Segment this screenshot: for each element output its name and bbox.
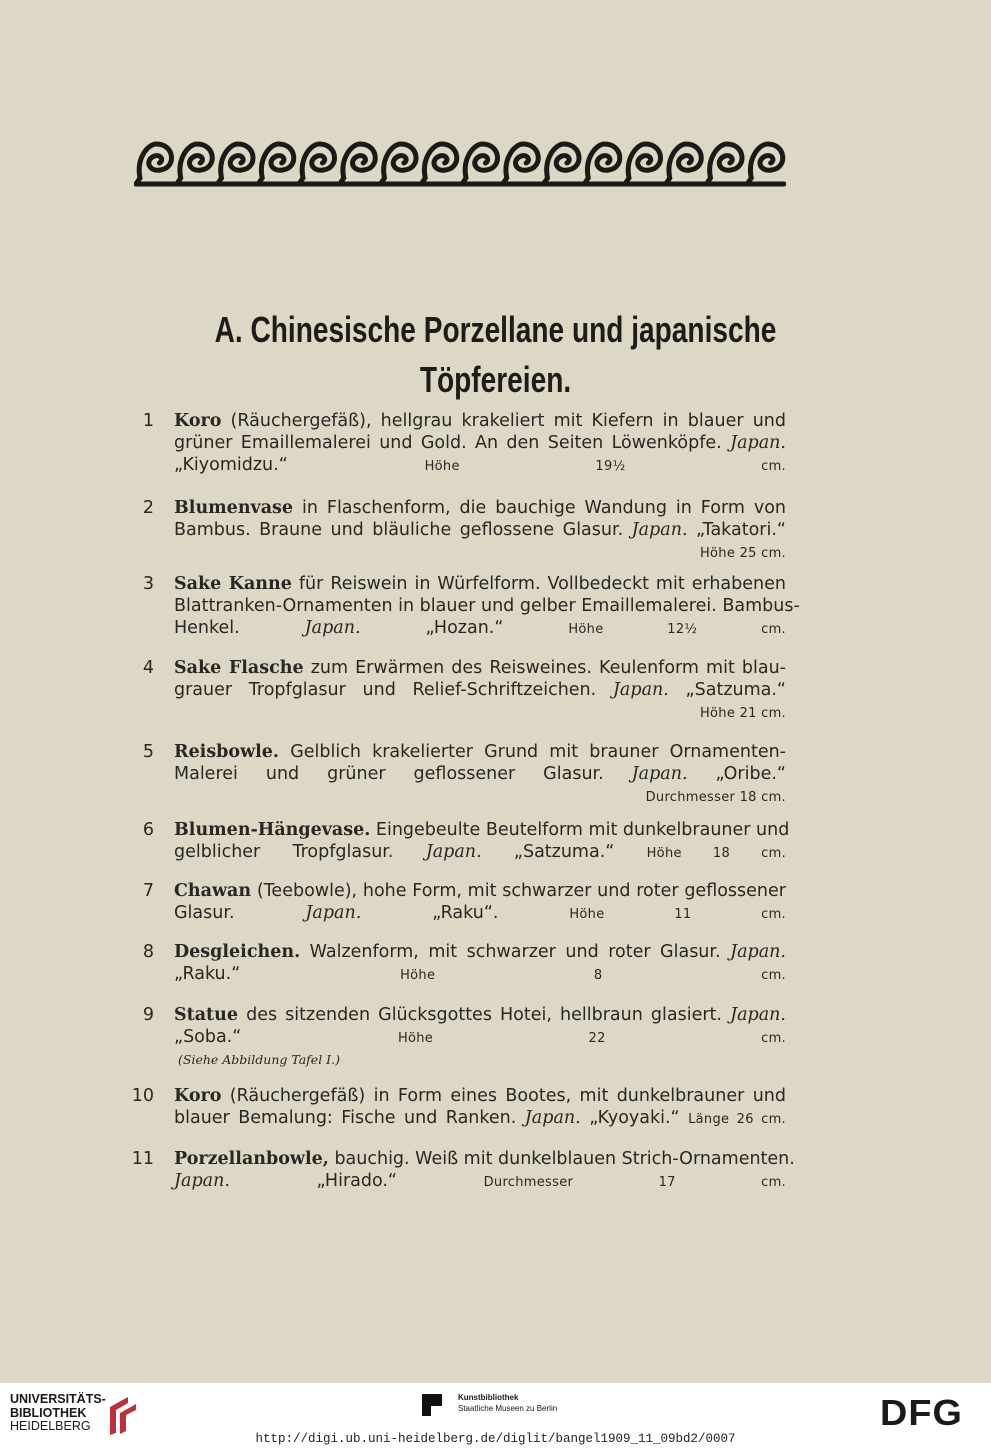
entry-text: „Soba.“: [174, 1027, 242, 1047]
entry-number: 4: [142, 658, 154, 678]
entry-line: [174, 1085, 786, 1107]
entry-heading: Chawan: [174, 881, 252, 901]
entry-body: [174, 819, 790, 865]
entry-body: [174, 657, 786, 725]
entry-mark: „Satzuma.“: [481, 842, 615, 862]
entry-number: 6: [142, 820, 154, 840]
entry-line: [174, 941, 786, 963]
entry-origin: Japan.: [631, 520, 688, 540]
ornament-spiral: [666, 144, 702, 184]
entry-body: [174, 1004, 786, 1070]
entry-text: blauer Bemalung: Fische und Ranken.: [174, 1108, 525, 1128]
entry-mark: „Raku“.: [361, 903, 499, 923]
entry-number: 1: [142, 411, 154, 431]
entry-text: Malerei und grüner geflossener Glasur.: [174, 764, 632, 784]
entry-body: [174, 880, 786, 926]
entry-body: [174, 410, 786, 478]
ornament-spiral: [625, 144, 661, 184]
entry-text: bauchig. Weiß mit dunkelblauen Strich-Ornamenten.: [328, 1149, 795, 1169]
entry-origin: Japan.: [730, 942, 786, 962]
entry-text: für Reiswein in Würfelform. Vollbedeckt mit erhabenen: [291, 574, 786, 594]
entry-line: [174, 902, 786, 926]
entry-mark: „Satzuma.“: [668, 680, 786, 700]
entry-measure: Höhe 25 cm.: [699, 546, 786, 561]
entry-line: [174, 432, 786, 454]
entry-heading: Blumenvase: [174, 498, 294, 518]
entry-mark: „Hirado.“: [229, 1171, 398, 1191]
entry-line: [174, 497, 786, 519]
ornament-spiral: [707, 144, 743, 184]
entry-body: [174, 1085, 786, 1131]
entry-mark: „Oribe.“: [687, 764, 786, 784]
entry-line: [174, 679, 786, 701]
entry-text: Henkel.: [174, 618, 305, 638]
entry-number: 7: [142, 881, 154, 901]
kb-emblem-icon: [422, 1394, 442, 1416]
entry-text: Glasur.: [174, 903, 306, 923]
entry-heading: Koro: [174, 411, 222, 431]
entry-line: [174, 1148, 795, 1170]
entry-heading: Blumen-Hängevase.: [174, 820, 371, 840]
entry-line: [174, 963, 786, 987]
kb-line-1: Kunstbibliothek: [458, 1393, 519, 1402]
entry-heading: Sake Kanne: [174, 574, 292, 594]
entry-measure: Höhe 18 cm.: [646, 846, 787, 861]
entry-line: [174, 841, 786, 865]
entry-text: „Kiyomidzu.“: [174, 455, 288, 475]
entry-number: 8: [142, 942, 154, 962]
wave-ornament: [134, 138, 786, 190]
entry-line: [174, 410, 786, 432]
entry-line: [174, 763, 786, 785]
title-line-1: A. Chinesische Porzellane und japanische: [214, 309, 777, 350]
permalink-url[interactable]: http://digi.ub.uni-heidelberg.de/diglit/bangel1909_11_09bd2/0007: [255, 1432, 736, 1446]
entry-measure: Höhe 22 cm.: [397, 1031, 786, 1046]
entry-heading: Porzellanbowle,: [174, 1149, 329, 1169]
ornament-spiral: [421, 144, 457, 184]
entry-line: [174, 819, 790, 841]
entry-number: 2: [142, 498, 154, 518]
entry-mark: „Hozan.“: [360, 618, 504, 638]
ornament-spiral: [747, 144, 783, 184]
entry-text: Walzenform, mit schwarzer und roter Glasur.: [300, 942, 731, 962]
dfg-logo[interactable]: DFG: [880, 1392, 963, 1433]
entry-text: (Räuchergefäß), hellgrau krakeliert mit Kiefern in blauer und: [221, 411, 786, 431]
kunstbibliothek-logo[interactable]: [422, 1390, 582, 1422]
entry-measure: Höhe 11 cm.: [569, 907, 786, 922]
entry-origin: Japan.: [730, 1005, 786, 1025]
entry-body: [174, 741, 786, 809]
entry-text: des sitzenden Glücksgottes Hotei, hellbraun glasiert.: [238, 1005, 731, 1025]
entry-body: [174, 497, 786, 565]
entry-heading: Sake Flasche: [174, 658, 304, 678]
entry-text: grüner Emaillemalerei und Gold. An den Seiten Löwenköpfe.: [174, 433, 731, 453]
entry-heading: Koro: [174, 1086, 222, 1106]
ub-line-2: BIBLIOTHEK: [10, 1405, 87, 1420]
entry-text: (Räuchergefäß) in Form eines Bootes, mit dunkelbrauner und: [221, 1086, 786, 1106]
entry-origin: Japan.: [425, 842, 482, 862]
entry-measure: Länge 26 cm.: [688, 1112, 786, 1127]
entry-measure: Durchmesser 18 cm.: [645, 790, 786, 805]
entry-text: gelblicher Tropfglasur.: [174, 842, 426, 862]
ornament-spiral: [177, 144, 213, 184]
entry-line: [174, 880, 786, 902]
ornament-spiral: [299, 144, 335, 184]
page-title: [156, 305, 835, 405]
ub-line-1: UNIVERSITÄTS-: [10, 1392, 106, 1406]
entry-body: [174, 573, 800, 641]
ornament-spiral: [462, 144, 498, 184]
entry-number: 10: [131, 1086, 154, 1106]
ornament-spiral: [218, 144, 254, 184]
entry-line: [174, 617, 786, 641]
entry-line: [174, 657, 786, 679]
ub-emblem-icon: [106, 1395, 140, 1437]
kb-line-2: Staatliche Museen zu Berlin: [458, 1404, 558, 1413]
title-line-2: Töpfereien.: [419, 359, 572, 400]
entry-text: zum Erwärmen des Reisweines. Keulenform mit blau-: [303, 658, 786, 678]
entry-text: (Teebowle), hohe Form, mit schwarzer und roter geflossener: [251, 881, 786, 901]
entry-origin: Japan.: [631, 764, 688, 784]
entry-text: Eingebeulte Beutelform mit dunkelbrauner und: [370, 820, 790, 840]
entry-number: 9: [142, 1005, 154, 1025]
ornament-spiral: [136, 144, 172, 184]
entry-measure: Höhe 19½ cm.: [424, 459, 786, 474]
entry-number: 5: [142, 742, 154, 762]
entry-text: in Flaschenform, die bauchige Wandung in Form von: [293, 498, 786, 518]
entry-mark: „Kyoyaki.“: [580, 1108, 680, 1128]
entry-line: [174, 595, 800, 617]
ornament-spiral: [258, 144, 294, 184]
entry-measure: Höhe 21 cm.: [699, 706, 786, 721]
ornament-spiral: [584, 144, 620, 184]
entry-text: Blattranken-Ornamenten in blauer und gelber Emaillemalerei. Bambus-: [174, 596, 800, 616]
entry-line: [174, 701, 786, 725]
ornament-spiral: [503, 144, 539, 184]
entry-heading: Reisbowle.: [174, 742, 280, 762]
entry-line: [174, 541, 786, 565]
entry-line: [174, 519, 786, 541]
entry-heading: Statue: [174, 1005, 239, 1025]
entry-measure: Durchmesser 17 cm.: [483, 1175, 786, 1190]
entry-line: [174, 1026, 786, 1050]
entry-text: Bambus. Braune und bläuliche geflossene Glasur.: [174, 520, 632, 540]
entry-number: 11: [131, 1149, 154, 1169]
entry-origin: Japan.: [304, 618, 361, 638]
entry-origin: Japan.: [174, 1171, 230, 1191]
entry-text: Gelblich krakelierter Grund mit brauner Ornamenten-: [279, 742, 786, 762]
entry-text: „Raku.“: [174, 964, 241, 984]
entry-origin: Japan.: [612, 680, 669, 700]
entry-note: (Siehe Abbildung Tafel I.): [178, 1052, 340, 1067]
entry-origin: Japan.: [305, 903, 362, 923]
ornament-spiral: [381, 144, 417, 184]
entry-line: [174, 1107, 786, 1131]
ub-line-3: HEIDELBERG: [10, 1419, 91, 1433]
entry-line: [174, 1004, 786, 1026]
ornament-spiral: [544, 144, 580, 184]
entry-line: [174, 573, 786, 595]
entry-line: [174, 454, 786, 478]
entry-heading: Desgleichen.: [174, 942, 301, 962]
ornament-spiral: [340, 144, 376, 184]
entry-measure: Höhe 12½ cm.: [568, 622, 786, 637]
entry-body: [174, 1148, 795, 1194]
entry-body: [174, 941, 786, 987]
footer-bar: [0, 1383, 991, 1450]
entry-text: grauer Tropfglasur und Relief-Schriftzeichen.: [174, 680, 613, 700]
entry-line: [174, 785, 786, 809]
entry-origin: Japan.: [524, 1108, 581, 1128]
entry-number: 3: [142, 574, 154, 594]
entry-mark: „Takatori.“: [687, 520, 786, 540]
entry-origin: Japan.: [730, 433, 786, 453]
entry-line: [174, 1170, 786, 1194]
entry-line: [174, 741, 786, 763]
entry-measure: Höhe 8 cm.: [400, 968, 786, 983]
